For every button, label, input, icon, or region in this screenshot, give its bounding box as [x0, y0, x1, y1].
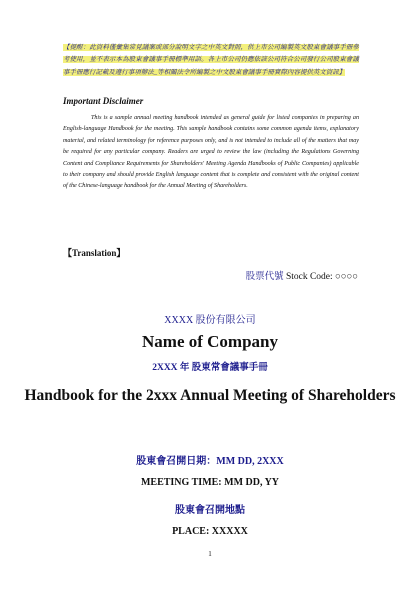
disclaimer-title: Important Disclaimer: [63, 96, 144, 106]
company-name-cn: XXXX 股份有限公司: [164, 315, 256, 326]
reminder-notice: [63, 42, 359, 79]
reminder-notice-text: 【提醒：此資料僅彙集常見議案或部分說明文字之中英文對照，供上市公司編製英文股東會議事手冊參考使用，並不表示本為股東會議事手冊標準用語。各上市公司仍應依該公司符合公司發行公司股東會議事手冊應行記載及遵行事項辦法_等相關法令所編製之中文股東會議事手冊實際內容提供英文資訊】: [63, 44, 359, 76]
handbook-year-cn: 2XXX 年 股東常會議事手冊: [152, 363, 268, 373]
company-name-en: Name of Company: [142, 332, 278, 351]
stock-code: [246, 268, 358, 282]
translation-label: 【Translation】: [63, 248, 126, 258]
meeting-place-cn: 股東會召開地點: [175, 505, 245, 516]
meeting-date-cn: 股東會召開日期：MM DD, 2XXX: [136, 456, 284, 467]
disclaimer-body: This is a sample annual meeting handbook intended as general guide for listed companies in preparing an English-language Handbook for the meeting. This sample handbook contains some common agenda items, explanatory material, and related terminology for reference purposes only, and is not intended to include all of the matters that may be required for any particular company. Readers are urged to review the law (including the Regulations Governing Content and Compliance Requirements for Shareholders' Meeting Agenda Handbooks of Public Companies) applicable to their company and should provide English language content that is complete and consistent with the original content of the Chinese-language handbook for the Annual Meeting of Shareholders.: [63, 115, 359, 190]
meeting-place-en: PLACE: XXXXX: [172, 526, 248, 537]
stock-code-label-en: Stock Code: ○○○○: [285, 272, 358, 282]
page-number: 1: [208, 550, 212, 558]
handbook-title: Handbook for the 2xxx Annual Meeting of Shareholders: [24, 387, 396, 404]
meeting-time-en: MEETING TIME: MM DD, YY: [140, 477, 280, 488]
stock-code-label-cn: 股票代號: [245, 272, 284, 282]
